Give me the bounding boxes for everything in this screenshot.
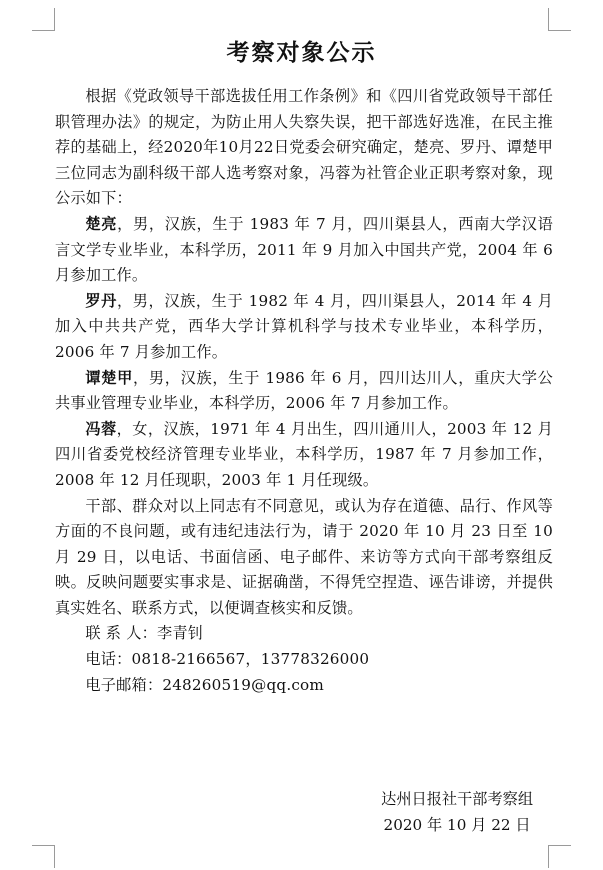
candidate-name: 谭楚甲 xyxy=(85,368,133,387)
crop-mark-top-left xyxy=(32,8,55,31)
candidate-details: ，女，汉族，1971 年 4 月出生，四川通川人，2003 年 12 月四川省委党校经济管理专业毕业，本科学历，1987 年 7 月参加工作，2008 年 12 月任现职，2003 年 1 月任现级。 xyxy=(55,419,553,489)
candidate-details: ，男，汉族，生于 1983 年 7 月，四川渠县人，西南大学汉语言文学专业毕业，本科学历，2011 年 9 月加入中国共产党，2004 年 6 月参加工作。 xyxy=(55,214,553,285)
candidate-details: ，男，汉族，生于 1986 年 6 月，四川达川人，重庆大学公共事业管理专业毕业，本科学历，2006 年 7 月参加工作。 xyxy=(55,368,553,413)
candidate-paragraph xyxy=(55,417,553,494)
contact-person: 联 系 人：李青钊 xyxy=(85,624,204,643)
candidate-name: 罗丹 xyxy=(85,291,117,310)
crop-mark-top-right xyxy=(548,8,571,31)
signature-block xyxy=(381,786,533,838)
crop-mark-bottom-left xyxy=(32,845,55,868)
candidate-details: ，男，汉族，生于 1982 年 4 月，四川渠县人，2014 年 4 月加入中共共产党，西华大学计算机科学与技术专业毕业，本科学历，2006 年 7 月参加工作。 xyxy=(55,291,554,361)
contact-email: 电子邮箱：248260519@qq.com xyxy=(85,675,325,694)
candidate-paragraph xyxy=(55,366,553,417)
document-title: 考察对象公示 xyxy=(226,40,377,66)
signature-org: 达州日报社干部考察组 xyxy=(381,790,533,808)
candidate-name: 楚亮 xyxy=(85,214,118,233)
candidate-name: 冯蓉 xyxy=(85,419,117,438)
document-body xyxy=(55,84,553,698)
intro-paragraph: 根据《党政领导干部选拔任用工作条例》和《四川省党政领导干部任职管理办法》的规定，为防止用人失察失误，把干部选好选准，在民主推荐的基础上，经2020年10月22日党委会研究确定，楚亮、罗丹、谭楚甲三位同志为副科级干部人选考察对象，冯蓉为社管企业正职考察对象，现公示如下： xyxy=(55,87,553,208)
candidate-paragraph xyxy=(55,289,553,366)
notice-paragraph: 干部、群众对以上同志有不同意见，或认为存在道德、品行、作风等方面的不良问题，或有违纪违法行为，请于 2020 年 10 月 23 日至 10 月 29 日，以电话、书面信函、电子邮件、来访等方式向干部考察组反映。反映问题要实事求是、证据确凿，不得凭空捏造、诬告诽谤，并提供真实姓名、联系方式，以便调查核实和反馈。 xyxy=(55,496,553,617)
candidate-paragraph xyxy=(55,212,553,289)
contact-phone: 电话：0818-2166567，13778326000 xyxy=(85,650,370,669)
signature-date: 2020 年 10 月 22 日 xyxy=(383,816,531,834)
crop-mark-bottom-right xyxy=(548,845,571,868)
